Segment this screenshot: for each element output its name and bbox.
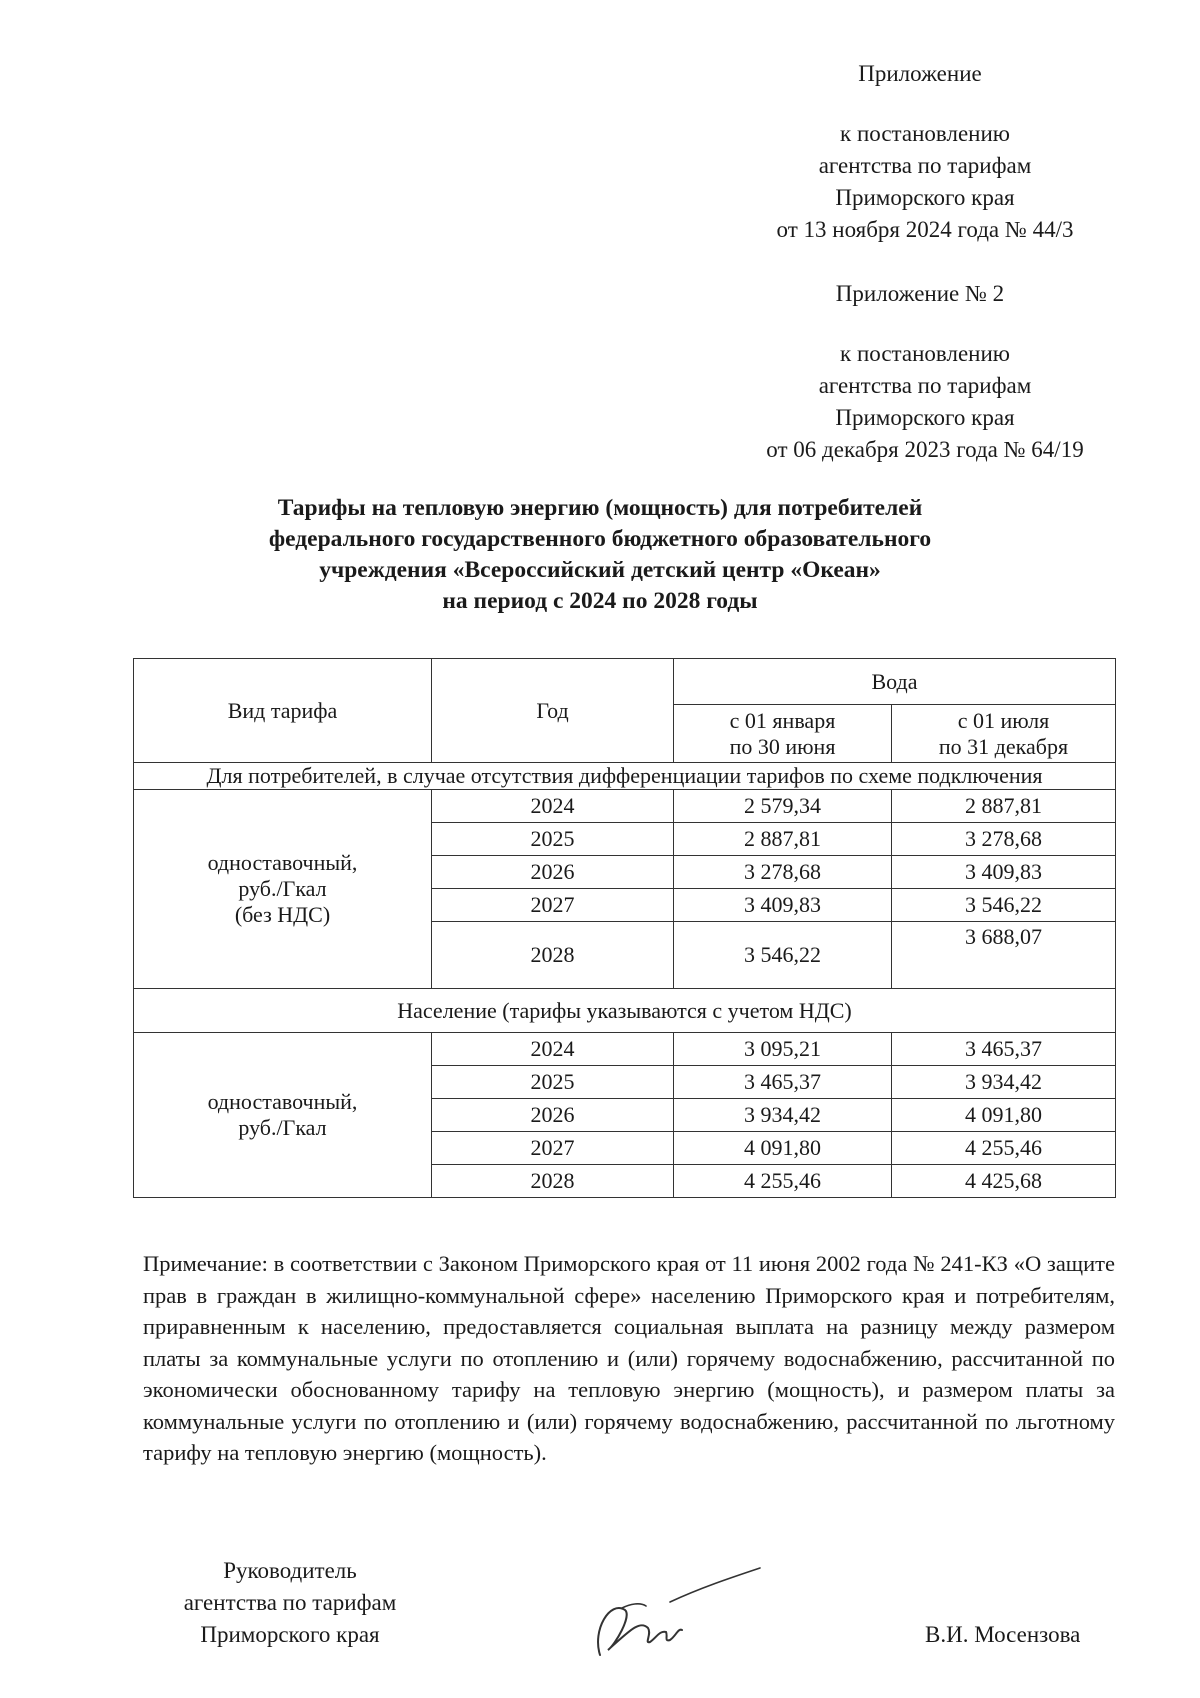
table-row	[134, 790, 1116, 823]
title-line: учреждения «Всероссийский детский центр «Океан»	[319, 557, 881, 583]
section-2-title-row	[134, 989, 1116, 1033]
appendix2-header	[790, 278, 1050, 310]
note-paragraph: Примечание: в соответствии с Законом Приморского края от 11 июня 2002 года № 241-КЗ «О защите прав в граждан в жилищно-коммунальной сфере» населению Приморского края и потребителям, приравненным к населению, предоставляется социальная выплата на разницу между размером платы за коммунальные услуги по отоплению и (или) горячему водоснабжению, рассчитанной по экономически обоснованному тарифу на тепловую энергию (мощность), и размером платы за коммунальные услуги по отоплению и (или) горячему водоснабжению, рассчитанной по льготному тарифу на тепловую энергию (мощность).	[143, 1251, 1115, 1465]
period-1-line: по 30 июня	[729, 733, 836, 759]
appendix-line: Приморского края	[835, 185, 1015, 210]
title-line: Тарифы на тепловую энергию (мощность) для потребителей	[277, 495, 923, 521]
signatory-position	[145, 1555, 435, 1651]
h1-value: 4 255,46	[674, 1165, 892, 1198]
appendix2-reference	[700, 338, 1150, 466]
tariff-label-line: одноставочный,	[207, 850, 358, 875]
year-cell: 2027	[432, 889, 674, 922]
h1-value: 2 579,34	[674, 790, 892, 823]
h1-value: 3 546,22	[674, 922, 892, 989]
appendix2-title: Приложение № 2	[835, 281, 1005, 306]
appendix-line: агентства по тарифам	[818, 153, 1032, 178]
year-cell: 2026	[432, 856, 674, 889]
header-year: Год	[432, 659, 674, 763]
table-header-row	[134, 659, 1116, 705]
tariff-label-line: руб./Гкал	[238, 1115, 327, 1140]
position-line: Приморского края	[200, 1622, 380, 1647]
h1-value: 3 278,68	[674, 856, 892, 889]
tariff-label-line: руб./Гкал	[238, 876, 327, 901]
h2-value: 3 465,37	[892, 1033, 1116, 1066]
year-cell: 2025	[432, 1066, 674, 1099]
title-line: федерального государственного бюджетного образовательного	[268, 526, 932, 552]
appendix-reference	[700, 118, 1150, 246]
header-period-2	[892, 705, 1116, 763]
section-2-title: Население (тарифы указываются с учетом НДС)	[134, 989, 1116, 1033]
appendix2-line: от 06 декабря 2023 года № 64/19	[766, 437, 1084, 462]
title-line: на период с 2024 по 2028 годы	[442, 588, 758, 614]
appendix-header	[790, 58, 1050, 90]
section-1-title: Для потребителей, в случае отсутствия дифференциации тарифов по схеме подключения	[134, 763, 1116, 790]
h2-value: 3 409,83	[892, 856, 1116, 889]
year-cell: 2027	[432, 1132, 674, 1165]
year-cell: 2025	[432, 823, 674, 856]
period-2-line: по 31 декабря	[938, 733, 1069, 759]
appendix-title: Приложение	[858, 61, 982, 86]
h2-value: 2 887,81	[892, 790, 1116, 823]
appendix2-line: к постановлению	[840, 341, 1010, 366]
tariff-label-line: одноставочный,	[207, 1089, 358, 1114]
h2-value: 3 688,07	[892, 922, 1116, 989]
appendix2-line: Приморского края	[835, 405, 1015, 430]
section-1-tariff-label	[134, 790, 432, 989]
h1-value: 3 465,37	[674, 1066, 892, 1099]
h1-value: 4 091,80	[674, 1132, 892, 1165]
year-cell: 2024	[432, 790, 674, 823]
tariff-label-line: (без НДС)	[234, 902, 331, 927]
h2-value: 4 425,68	[892, 1165, 1116, 1198]
section-1-title-row	[134, 763, 1116, 790]
h2-value: 3 546,22	[892, 889, 1116, 922]
period-2-line: с 01 июля	[957, 707, 1050, 733]
appendix2-line: агентства по тарифам	[818, 373, 1032, 398]
tariff-table	[133, 658, 1116, 1198]
h2-value: 4 091,80	[892, 1099, 1116, 1132]
appendix-line: от 13 ноября 2024 года № 44/3	[776, 217, 1074, 242]
header-water: Вода	[674, 659, 1116, 705]
year-cell: 2024	[432, 1033, 674, 1066]
header-period-1	[674, 705, 892, 763]
year-cell: 2028	[432, 922, 674, 989]
year-cell: 2028	[432, 1165, 674, 1198]
table-row	[134, 1033, 1116, 1066]
position-line: Руководитель	[223, 1558, 357, 1583]
h1-value: 2 887,81	[674, 823, 892, 856]
h2-value: 3 278,68	[892, 823, 1116, 856]
period-1-line: с 01 января	[729, 707, 836, 733]
header-tariff-type: Вид тарифа	[134, 659, 432, 763]
document-title	[150, 493, 1050, 617]
section-2-tariff-label	[134, 1033, 432, 1198]
h1-value: 3 409,83	[674, 889, 892, 922]
appendix-line: к постановлению	[840, 121, 1010, 146]
h2-value: 3 934,42	[892, 1066, 1116, 1099]
handwritten-signature	[570, 1560, 770, 1670]
h1-value: 3 934,42	[674, 1099, 892, 1132]
year-cell: 2026	[432, 1099, 674, 1132]
signatory-name: В.И. Мосензова	[925, 1622, 1081, 1647]
position-line: агентства по тарифам	[183, 1590, 397, 1615]
h2-value: 4 255,46	[892, 1132, 1116, 1165]
h1-value: 3 095,21	[674, 1033, 892, 1066]
